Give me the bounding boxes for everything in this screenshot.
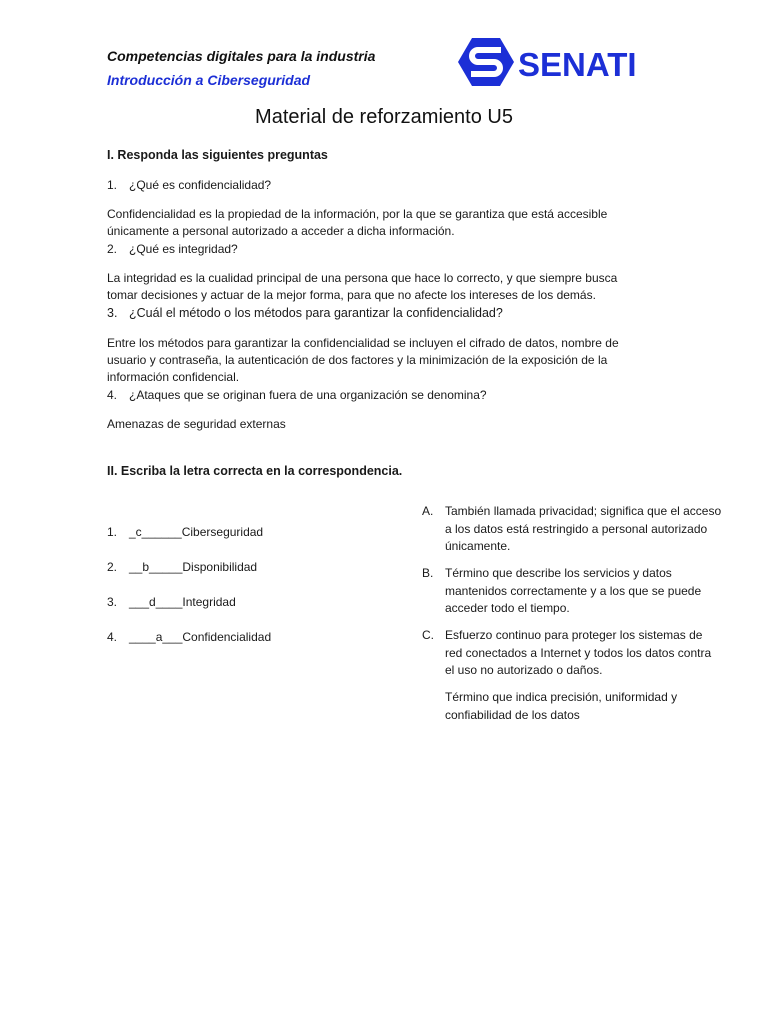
match-number: 4. (107, 630, 118, 644)
match-term: Disponibilidad (182, 560, 258, 574)
match-blank: ____a___ (129, 630, 183, 644)
question-text: ¿Ataques que se originan fuera de una organización se denomina? (129, 388, 487, 402)
question-2 (107, 241, 238, 258)
question-text: ¿Cuál el método o los métodos para garantizar la confidencialidad? (129, 306, 503, 320)
option-letter: B. (422, 566, 434, 580)
match-blank: __b_____ (129, 560, 183, 574)
option-letter: A. (422, 504, 434, 518)
match-blank: ___d____ (129, 595, 183, 609)
option-d (422, 689, 722, 724)
senati-logo (458, 36, 648, 88)
question-number: 2. (107, 242, 118, 256)
question-number: 4. (107, 388, 118, 402)
option-a (422, 503, 722, 556)
answer-4: Amenazas de seguridad externas (107, 417, 286, 431)
option-text: También llamada privacidad; significa que el acceso a los datos está restringido a personal autorizado únicamente. (445, 504, 722, 553)
question-text: ¿Qué es integridad? (129, 242, 238, 256)
page-title: Material de reforzamiento U5 (255, 106, 513, 128)
senati-emblem-icon (458, 38, 514, 86)
option-text: Término que describe los servicios y datos mantenidos correctamente y a los que se puede acceder todo el tiempo. (445, 566, 702, 615)
match-number: 2. (107, 560, 118, 574)
match-item-4 (107, 629, 271, 646)
section-1-heading: I. Responda las siguientes preguntas (107, 148, 328, 162)
module-title: Introducción a Ciberseguridad (107, 72, 311, 88)
answer-3: Entre los métodos para garantizar la confidencialidad se incluyen el cifrado de datos, nombre de usuario y contraseña, la autenticación de dos factores y la minimización de la exposición de la información confidencial. (107, 336, 619, 384)
match-blank: _c______ (129, 525, 182, 539)
option-letter: C. (422, 628, 434, 642)
section-2-heading: II. Escriba la letra correcta en la correspondencia. (107, 464, 403, 478)
logo-text: SENATI (518, 46, 637, 83)
match-term: Integridad (182, 595, 236, 609)
course-title: Competencias digitales para la industria (107, 48, 376, 64)
match-term: Ciberseguridad (181, 525, 264, 539)
match-number: 3. (107, 595, 118, 609)
question-3 (107, 305, 503, 322)
match-number: 1. (107, 525, 118, 539)
match-term: Confidencialidad (182, 630, 272, 644)
match-item-3 (107, 594, 236, 611)
option-text: Esfuerzo continuo para proteger los sistemas de red conectados a Internet y todos los datos contra el uso no autorizado o daños. (445, 628, 712, 677)
option-b (422, 565, 722, 618)
answer-2: La integridad es la cualidad principal de una persona que hace lo correcto, y que siempre busca tomar decisiones y actuar de la mejor forma, para que no afecte los intereses de los demás. (107, 271, 618, 302)
question-number: 1. (107, 178, 118, 192)
question-text: ¿Qué es confidencialidad? (129, 178, 272, 192)
question-1 (107, 177, 271, 194)
option-text: Término que indica precisión, uniformidad y confiabilidad de los datos (445, 690, 678, 722)
answer-1: Confidencialidad es la propiedad de la información, por la que se garantiza que está accesible únicamente a personal autorizado a acceder a dicha información. (107, 207, 608, 238)
question-number: 3. (107, 306, 118, 320)
option-c (422, 627, 722, 680)
question-4 (107, 387, 487, 404)
match-item-1 (107, 524, 263, 541)
match-item-2 (107, 559, 257, 576)
